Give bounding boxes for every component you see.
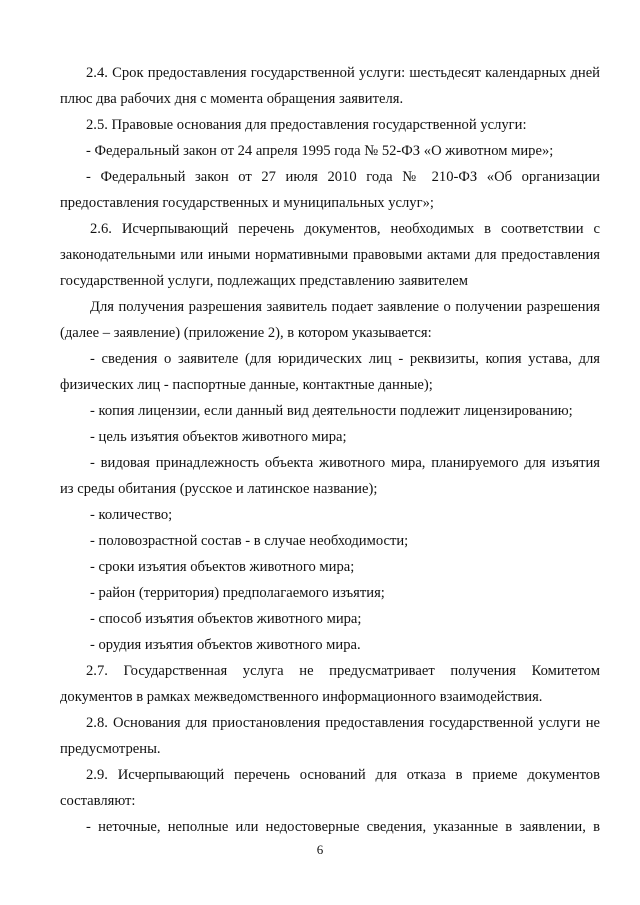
paragraph-2-6: 2.6. Исчерпывающий перечень документов, необходимых в соответствии с законодательными или иными нормативными правовыми актами для предоставления государственной услуги, подлежащих представлению заявителем: [60, 221, 600, 289]
list-item-territory: - район (территория) предполагаемого изъятия;: [90, 585, 385, 601]
list-item-license: - копия лицензии, если данный вид деятельности подлежит лицензированию;: [90, 403, 573, 419]
paragraph-law-52: - Федеральный закон от 24 апреля 1995 года № 52-ФЗ «О животном мире»;: [86, 143, 554, 159]
list-item-sex-age: - половозрастной состав - в случае необходимости;: [90, 533, 409, 549]
list-item-species: - видовая принадлежность объекта животного мира, планируемого для изъятия из среды обитания (русское и латинское название);: [60, 455, 600, 497]
paragraph-2-7: 2.7. Государственная услуга не предусматривает получения Комитетом документов в рамках межведомственного информационного взаимодействия.: [60, 663, 600, 705]
paragraph-2-8: 2.8. Основания для приостановления предоставления государственной услуги не предусмотрены.: [60, 715, 600, 757]
page-number: 6: [316, 842, 324, 857]
list-item-quantity: - количество;: [90, 507, 173, 523]
paragraph-2-4: 2.4. Срок предоставления государственной услуги: шестьдесят календарных дней плюс два рабочих дня с момента обращения заявителя.: [60, 65, 600, 107]
list-item-terms: - сроки изъятия объектов животного мира;: [90, 559, 355, 575]
paragraph-2-5: 2.5. Правовые основания для предоставления государственной услуги:: [86, 117, 527, 133]
paragraph-2-9: 2.9. Исчерпывающий перечень оснований для отказа в приеме документов составляют:: [60, 767, 600, 809]
paragraph-application: Для получения разрешения заявитель подает заявление о получении разрешения (далее – заявление) (приложение 2), в котором указывается:: [60, 299, 600, 341]
list-item-purpose: - цель изъятия объектов животного мира;: [90, 429, 347, 445]
paragraph-law-210: - Федеральный закон от 27 июля 2010 года № 210-ФЗ «Об организации предоставления государственных и муниципальных услуг»;: [60, 169, 600, 211]
list-item-applicant-info: - сведения о заявителе (для юридических лиц - реквизиты, копия устава, для физических лиц - паспортные данные, контактные данные);: [60, 351, 600, 393]
list-item-inaccurate-info: - неточные, неполные или недостоверные сведения, указанные в заявлении, в: [86, 819, 600, 835]
list-item-method: - способ изъятия объектов животного мира;: [90, 611, 362, 627]
list-item-tools: - орудия изъятия объектов животного мира.: [90, 637, 361, 653]
